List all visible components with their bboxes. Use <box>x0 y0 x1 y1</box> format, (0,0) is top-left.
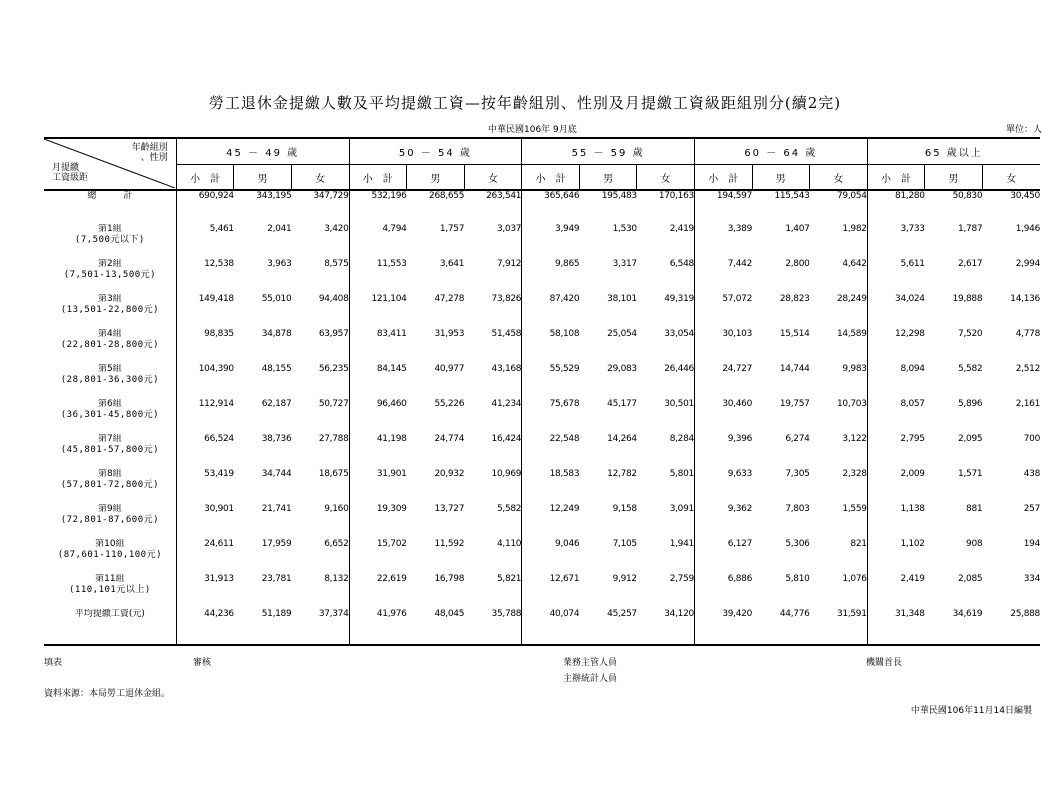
table-cell: 104,390 <box>176 364 234 399</box>
table-row <box>44 259 1040 294</box>
table-cell: 66,524 <box>176 434 234 469</box>
table-cell: 1,138 <box>867 504 925 539</box>
table-cell: 15,702 <box>349 539 407 574</box>
table-cell: 4,642 <box>842 259 867 269</box>
table-cell: 9,912 <box>612 574 637 584</box>
table-row <box>44 434 1040 469</box>
table-cell: 3,091 <box>669 504 694 514</box>
table-cell: 30,901 <box>176 504 234 539</box>
table-cell: 12,782 <box>607 469 637 479</box>
table-cell: 30,501 <box>664 399 694 409</box>
table-body <box>44 190 1040 645</box>
row-label <box>44 294 176 329</box>
table-cell: 44,236 <box>176 609 234 645</box>
row-label-group: 平均提繳工資(元) <box>74 609 145 619</box>
table-cell: 1,530 <box>612 224 637 234</box>
table-cell: 96,460 <box>349 399 407 434</box>
table-cell: 8,057 <box>867 399 925 434</box>
age-group-header: 45 － 49 歲 <box>176 138 349 165</box>
table-cell: 30,450 <box>1010 191 1040 201</box>
sex-column-header: 女 <box>464 165 522 191</box>
table-cell: 29,083 <box>607 364 637 374</box>
sex-column-header: 男 <box>752 165 810 191</box>
table-cell: 10,969 <box>491 469 522 479</box>
table-cell: 2,617 <box>958 259 983 269</box>
table-cell: 14,136 <box>1010 294 1040 304</box>
table-cell: 40,977 <box>434 364 465 374</box>
age-group-header: 50 － 54 歲 <box>349 138 522 165</box>
table-cell: 75,678 <box>522 399 580 434</box>
table-row <box>44 364 1040 399</box>
table-cell: 31,348 <box>867 609 925 645</box>
table-cell: 7,803 <box>785 504 810 514</box>
table-cell: 268,655 <box>429 191 465 201</box>
sex-column-header: 男 <box>579 165 637 191</box>
sex-column-header: 女 <box>637 165 695 191</box>
row-label <box>44 224 176 259</box>
table-cell: 11,592 <box>434 539 465 549</box>
row-label-range: (22,801-28,800元) <box>60 340 160 350</box>
footer-review: 審核 <box>193 658 212 668</box>
table-cell: 12,249 <box>522 504 580 539</box>
table-cell: 8,094 <box>867 364 925 399</box>
table-cell: 35,788 <box>491 609 522 619</box>
table-cell: 6,274 <box>785 434 810 444</box>
table-cell: 94,408 <box>318 294 349 304</box>
table-cell: 5,461 <box>176 224 234 259</box>
table-cell: 98,835 <box>176 329 234 364</box>
table-cell: 34,024 <box>867 294 925 329</box>
header-row-sex <box>44 165 1040 191</box>
row-label <box>44 434 176 469</box>
table-cell: 347,729 <box>313 191 349 201</box>
table-cell: 57,072 <box>694 294 752 329</box>
table-cell: 25,888 <box>1010 609 1040 619</box>
table-cell: 19,888 <box>952 294 983 304</box>
row-label <box>44 364 176 399</box>
row-label-range: (57,801-72,800元) <box>60 480 160 490</box>
table-cell: 41,198 <box>349 434 407 469</box>
row-label-group: 總 計 <box>87 191 133 201</box>
table-cell: 438 <box>1023 469 1040 479</box>
table-cell: 4,794 <box>349 224 407 259</box>
row-label-range: (28,801-36,300元) <box>60 375 160 385</box>
table-cell: 38,101 <box>607 294 637 304</box>
table-cell: 26,446 <box>664 364 694 374</box>
sex-column-header: 小 計 <box>349 165 407 191</box>
row-label-group: 第3組 <box>98 294 122 304</box>
row-label-range: (110,101元以上) <box>69 585 151 595</box>
table-cell: 263,541 <box>486 191 522 201</box>
compiled-date: 中華民國106年11月14日編製 <box>910 706 1032 716</box>
table-cell: 8,132 <box>324 574 349 584</box>
table-cell: 149,418 <box>176 294 234 329</box>
row-label-group: 第7組 <box>98 434 122 444</box>
table-cell: 908 <box>966 539 983 549</box>
table-cell: 47,278 <box>434 294 465 304</box>
row-label-group: 第8組 <box>98 469 122 479</box>
table-cell: 3,122 <box>842 434 867 444</box>
table-cell: 2,994 <box>1015 259 1040 269</box>
table-cell: 6,652 <box>324 539 349 549</box>
table-cell: 28,823 <box>779 294 810 304</box>
table-cell: 5,611 <box>867 259 925 294</box>
table-cell: 11,553 <box>349 259 407 294</box>
table-cell: 1,946 <box>1015 224 1040 234</box>
table-cell: 41,234 <box>491 399 522 409</box>
table-cell: 3,420 <box>324 224 349 234</box>
table-cell: 6,886 <box>694 574 752 609</box>
table-cell: 115,543 <box>774 191 810 201</box>
table-row <box>44 574 1040 609</box>
table-cell: 2,009 <box>867 469 925 504</box>
table-cell: 34,120 <box>664 609 694 619</box>
table-cell: 30,103 <box>694 329 752 364</box>
table-cell: 1,102 <box>867 539 925 574</box>
table-cell: 1,982 <box>842 224 867 234</box>
table-cell: 8,575 <box>324 259 349 269</box>
table-cell: 12,298 <box>867 329 925 364</box>
row-label-group: 第4組 <box>98 329 122 339</box>
table-cell: 10,703 <box>836 399 867 409</box>
table-cell: 50,727 <box>318 399 349 409</box>
table-cell: 2,041 <box>267 224 292 234</box>
row-label <box>44 504 176 539</box>
sex-column-header: 小 計 <box>694 165 752 191</box>
footer-fill: 填表 <box>44 658 63 668</box>
table-cell: 31,953 <box>434 329 465 339</box>
corner-cell <box>44 138 176 190</box>
row-label-range: (45,801-57,800元) <box>60 445 160 455</box>
table-row <box>44 609 1040 645</box>
table-cell: 55,010 <box>261 294 292 304</box>
table-cell: 9,158 <box>612 504 637 514</box>
table-cell: 170,163 <box>658 191 694 201</box>
table-cell: 18,583 <box>522 469 580 504</box>
row-label-range: (72,801-87,600元) <box>60 515 160 525</box>
table-cell: 9,865 <box>522 259 580 294</box>
sex-column-header: 女 <box>291 165 349 191</box>
page-title: 勞工退休金提繳人數及平均提繳工資—按年齡組別、性別及月提繳工資級距組別分(續2完) <box>208 94 842 112</box>
table-cell: 194 <box>1023 539 1040 549</box>
data-table <box>44 137 1040 646</box>
table-cell: 21,741 <box>261 504 292 514</box>
table-cell: 5,306 <box>785 539 810 549</box>
table-cell: 3,037 <box>496 224 522 234</box>
table-cell: 79,054 <box>836 191 867 201</box>
table-cell: 2,800 <box>785 259 810 269</box>
table-cell: 2,419 <box>669 224 694 234</box>
table-cell: 27,788 <box>318 434 349 444</box>
table-cell: 33,054 <box>664 329 694 339</box>
sex-column-header: 小 計 <box>176 165 234 191</box>
table-cell: 20,932 <box>434 469 465 479</box>
row-label-group: 第5組 <box>98 364 122 374</box>
table-cell: 5,801 <box>669 469 694 479</box>
table-cell: 22,619 <box>349 574 407 609</box>
table-row <box>44 329 1040 364</box>
table-cell: 9,396 <box>694 434 752 469</box>
table-cell: 881 <box>966 504 983 514</box>
table-cell: 1,076 <box>842 574 867 584</box>
row-label-range: (7,501-13,500元) <box>63 270 157 280</box>
table-row <box>44 294 1040 329</box>
table-cell: 1,559 <box>842 504 867 514</box>
table-cell: 3,317 <box>612 259 637 269</box>
table-cell: 5,582 <box>496 504 522 514</box>
row-label-range: (7,500元以下) <box>74 235 145 245</box>
table-row <box>44 469 1040 504</box>
table-cell: 31,591 <box>836 609 867 619</box>
table-cell: 7,520 <box>958 329 983 339</box>
table-cell: 1,941 <box>669 539 694 549</box>
table-cell: 39,420 <box>694 609 752 645</box>
table-cell: 690,924 <box>176 190 234 224</box>
table-row <box>44 224 1040 259</box>
table-cell: 30,460 <box>694 399 752 434</box>
table-cell: 84,145 <box>349 364 407 399</box>
table-cell: 83,411 <box>349 329 407 364</box>
table-row <box>44 504 1040 539</box>
sex-column-header: 男 <box>234 165 292 191</box>
sex-column-header: 男 <box>925 165 983 191</box>
table-cell: 34,744 <box>261 469 292 479</box>
table-cell: 55,529 <box>522 364 580 399</box>
table-cell: 532,196 <box>349 190 407 224</box>
footer-head: 機關首長 <box>866 658 903 668</box>
table-cell: 7,442 <box>694 259 752 294</box>
table-cell: 24,727 <box>694 364 752 399</box>
table-cell: 3,641 <box>439 259 465 269</box>
table-cell: 19,309 <box>349 504 407 539</box>
table-cell: 55,226 <box>434 399 465 409</box>
table-cell: 3,389 <box>694 224 752 259</box>
table-cell: 19,757 <box>779 399 810 409</box>
table-cell: 9,362 <box>694 504 752 539</box>
table-cell: 34,619 <box>952 609 983 619</box>
table-cell: 7,912 <box>496 259 522 269</box>
table-cell: 2,085 <box>958 574 983 584</box>
table-cell: 2,161 <box>1015 399 1040 409</box>
row-label <box>44 399 176 434</box>
sex-column-header: 男 <box>407 165 465 191</box>
table-cell: 44,776 <box>779 609 810 619</box>
row-label-group: 第11組 <box>95 574 125 584</box>
table-cell: 18,675 <box>318 469 349 479</box>
table-cell: 48,155 <box>261 364 292 374</box>
table-cell: 41,976 <box>349 609 407 645</box>
table-cell: 700 <box>1023 434 1040 444</box>
table-row <box>44 190 1040 224</box>
table-cell: 7,105 <box>612 539 637 549</box>
table-cell: 9,160 <box>324 504 349 514</box>
table-cell: 365,646 <box>522 190 580 224</box>
table-cell: 9,633 <box>694 469 752 504</box>
row-label <box>44 539 176 574</box>
table-cell: 4,778 <box>1015 329 1040 339</box>
table-cell: 6,548 <box>669 259 694 269</box>
age-group-header: 65 歲以上 <box>867 138 1040 165</box>
table-cell: 31,913 <box>176 574 234 609</box>
table-cell: 45,257 <box>607 609 637 619</box>
table-cell: 48,045 <box>434 609 465 619</box>
table-cell: 121,104 <box>349 294 407 329</box>
table-cell: 43,168 <box>491 364 522 374</box>
table-cell: 56,235 <box>318 364 349 374</box>
table-row <box>44 399 1040 434</box>
table-cell: 51,189 <box>261 609 292 619</box>
report-date: 中華民國106年 9月底 <box>488 125 577 135</box>
table-cell: 1,407 <box>785 224 810 234</box>
table-cell: 49,319 <box>664 294 694 304</box>
table-cell: 821 <box>850 539 867 549</box>
row-label-range: (36,301-45,800元) <box>60 410 160 420</box>
row-label <box>44 469 176 504</box>
table-cell: 12,538 <box>176 259 234 294</box>
table-cell: 73,826 <box>491 294 522 304</box>
table-cell: 194,597 <box>694 190 752 224</box>
table-cell: 2,095 <box>958 434 983 444</box>
table-cell: 2,419 <box>867 574 925 609</box>
row-label-group: 第6組 <box>98 399 122 409</box>
table-cell: 51,458 <box>491 329 522 339</box>
table-cell: 7,305 <box>785 469 810 479</box>
table-cell: 58,108 <box>522 329 580 364</box>
row-label <box>44 609 176 645</box>
row-label-group: 第9組 <box>98 504 122 514</box>
table-cell: 257 <box>1023 504 1040 514</box>
table-cell: 16,798 <box>434 574 465 584</box>
row-label <box>44 259 176 294</box>
age-group-header: 60 － 64 歲 <box>694 138 867 165</box>
unit-label: 單位：人 <box>1005 125 1042 135</box>
table-cell: 1,787 <box>958 224 983 234</box>
table-cell: 9,983 <box>842 364 867 374</box>
table-cell: 1,571 <box>958 469 983 479</box>
table-cell: 2,328 <box>842 469 867 479</box>
table-cell: 112,914 <box>176 399 234 434</box>
table-cell: 16,424 <box>491 434 522 444</box>
table-cell: 23,781 <box>261 574 292 584</box>
table-cell: 5,896 <box>958 399 983 409</box>
table-cell: 1,757 <box>439 224 465 234</box>
table-cell: 3,949 <box>522 224 580 259</box>
table-cell: 28,249 <box>836 294 867 304</box>
row-label <box>44 190 176 224</box>
table-cell: 37,374 <box>318 609 349 619</box>
table-cell: 14,264 <box>607 434 637 444</box>
table-cell: 62,187 <box>261 399 292 409</box>
table-cell: 343,195 <box>256 191 292 201</box>
table-cell: 34,878 <box>261 329 292 339</box>
sex-column-header: 小 計 <box>522 165 580 191</box>
table-cell: 50,830 <box>952 191 983 201</box>
table-row <box>44 539 1040 574</box>
sex-column-header: 女 <box>982 165 1040 191</box>
table-cell: 63,957 <box>318 329 349 339</box>
table-cell: 14,589 <box>836 329 867 339</box>
table-cell: 24,774 <box>434 434 465 444</box>
table-cell: 3,733 <box>867 224 925 259</box>
row-label <box>44 574 176 609</box>
table-cell: 2,759 <box>669 574 694 584</box>
row-label-group: 第2組 <box>98 259 122 269</box>
row-label-range: (87,601-110,100元) <box>57 550 162 560</box>
table-cell: 13,727 <box>434 504 465 514</box>
row-label-group: 第1組 <box>98 224 122 234</box>
sex-column-header: 小 計 <box>867 165 925 191</box>
table-cell: 3,963 <box>267 259 292 269</box>
table-cell: 14,744 <box>779 364 810 374</box>
table-cell: 53,419 <box>176 469 234 504</box>
table-cell: 12,671 <box>522 574 580 609</box>
table-cell: 2,795 <box>867 434 925 469</box>
footer-supervisor: 業務主管人員 <box>563 658 618 668</box>
table-cell: 87,420 <box>522 294 580 329</box>
table-cell: 9,046 <box>522 539 580 574</box>
table-cell: 5,821 <box>496 574 522 584</box>
row-label-group: 第10組 <box>95 539 125 549</box>
sex-column-header: 女 <box>810 165 868 191</box>
corner-bottom-label: 月提繳 工資級距 <box>52 163 89 183</box>
corner-top-label: 年齡組別 、性別 <box>131 143 168 163</box>
table-cell: 17,959 <box>261 539 292 549</box>
table-cell: 38,736 <box>261 434 292 444</box>
table-cell: 22,548 <box>522 434 580 469</box>
row-label-range: (13,501-22,800元) <box>60 305 160 315</box>
table-cell: 6,127 <box>694 539 752 574</box>
table-cell: 5,582 <box>958 364 983 374</box>
table-cell: 24,611 <box>176 539 234 574</box>
table-cell: 15,514 <box>779 329 810 339</box>
table-cell: 40,074 <box>522 609 580 645</box>
table-cell: 2,512 <box>1015 364 1040 374</box>
table-cell: 195,483 <box>601 191 637 201</box>
data-source: 資料來源：本局勞工退休金組。 <box>44 689 171 699</box>
header-row-age <box>44 138 1040 165</box>
footer-statistician: 主辦統計人員 <box>563 674 618 684</box>
table-cell: 45,177 <box>607 399 637 409</box>
table-cell: 4,110 <box>496 539 522 549</box>
table-cell: 81,280 <box>867 190 925 224</box>
table-cell: 31,901 <box>349 469 407 504</box>
table-cell: 8,284 <box>669 434 694 444</box>
table-cell: 25,054 <box>607 329 637 339</box>
table-cell: 334 <box>1023 574 1040 584</box>
table-cell: 5,810 <box>785 574 810 584</box>
row-label <box>44 329 176 364</box>
age-group-header: 55 － 59 歲 <box>522 138 695 165</box>
